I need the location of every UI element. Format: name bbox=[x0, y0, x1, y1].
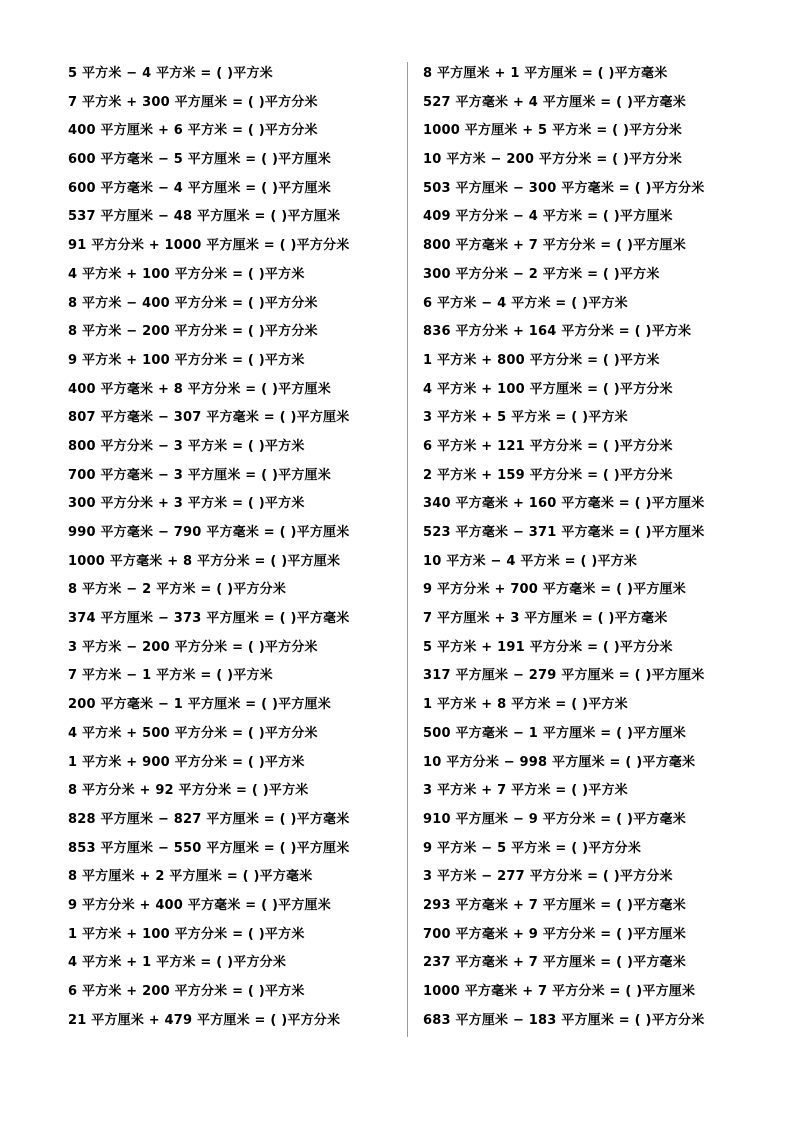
problem-item: 374 平方厘米 − 373 平方厘米 = ( )平方毫米 bbox=[68, 611, 350, 627]
problem-item: 500 平方毫米 − 1 平方厘米 = ( )平方厘米 bbox=[423, 725, 686, 741]
problem-item: 7 平方米 − 1 平方米 = ( )平方米 bbox=[68, 668, 273, 684]
problem-item: 6 平方米 + 121 平方分米 = ( )平方分米 bbox=[423, 438, 673, 454]
right-problem-column bbox=[423, 60, 753, 1035]
problem-item: 8 平方米 − 2 平方米 = ( )平方分米 bbox=[68, 582, 287, 598]
problem-item: 400 平方厘米 + 6 平方米 = ( )平方分米 bbox=[68, 123, 318, 139]
problem-item: 8 平方分米 + 92 平方分米 = ( )平方米 bbox=[68, 783, 309, 799]
problem-item: 9 平方米 + 100 平方分米 = ( )平方米 bbox=[68, 352, 305, 368]
problem-item: 300 平方分米 − 2 平方米 = ( )平方米 bbox=[423, 266, 660, 282]
problem-item: 3 平方米 − 200 平方分米 = ( )平方分米 bbox=[68, 639, 318, 655]
problem-item: 237 平方毫米 + 7 平方厘米 = ( )平方毫米 bbox=[423, 955, 686, 971]
problem-item: 293 平方毫米 + 7 平方厘米 = ( )平方毫米 bbox=[423, 897, 686, 913]
problem-item: 5 平方米 − 4 平方米 = ( )平方米 bbox=[68, 66, 273, 81]
problem-item: 828 平方厘米 − 827 平方厘米 = ( )平方毫米 bbox=[68, 811, 350, 827]
problem-item: 683 平方厘米 − 183 平方厘米 = ( )平方分米 bbox=[423, 1012, 705, 1028]
problem-item: 6 平方米 − 4 平方米 = ( )平方米 bbox=[423, 295, 628, 311]
problem-item: 1 平方米 + 900 平方分米 = ( )平方米 bbox=[68, 754, 305, 770]
problem-item: 200 平方毫米 − 1 平方厘米 = ( )平方厘米 bbox=[68, 697, 331, 713]
problem-item: 853 平方厘米 − 550 平方厘米 = ( )平方厘米 bbox=[68, 840, 350, 856]
problem-item: 836 平方分米 + 164 平方分米 = ( )平方米 bbox=[423, 324, 692, 340]
problem-item: 10 平方米 − 4 平方米 = ( )平方米 bbox=[423, 553, 638, 569]
problem-item: 600 平方毫米 − 4 平方厘米 = ( )平方厘米 bbox=[68, 180, 331, 196]
problem-item: 807 平方毫米 − 307 平方毫米 = ( )平方厘米 bbox=[68, 410, 350, 426]
problem-item: 9 平方分米 + 400 平方毫米 = ( )平方厘米 bbox=[68, 897, 331, 913]
problem-item: 4 平方米 + 100 平方分米 = ( )平方米 bbox=[68, 266, 305, 282]
problem-item: 340 平方毫米 + 160 平方毫米 = ( )平方厘米 bbox=[423, 496, 705, 512]
problem-item: 21 平方厘米 + 479 平方厘米 = ( )平方分米 bbox=[68, 1012, 341, 1028]
problem-item: 600 平方毫米 − 5 平方厘米 = ( )平方厘米 bbox=[68, 152, 331, 168]
left-problem-column bbox=[68, 60, 403, 1035]
problem-item: 523 平方毫米 − 371 平方毫米 = ( )平方厘米 bbox=[423, 525, 705, 540]
problem-item: 7 平方厘米 + 3 平方厘米 = ( )平方毫米 bbox=[423, 611, 668, 627]
problem-item: 10 平方米 − 200 平方分米 = ( )平方分米 bbox=[423, 152, 682, 168]
problem-item: 3 平方米 + 5 平方米 = ( )平方米 bbox=[423, 410, 628, 426]
problem-item: 8 平方米 − 200 平方分米 = ( )平方分米 bbox=[68, 324, 318, 340]
problem-item: 1000 平方毫米 + 7 平方分米 = ( )平方厘米 bbox=[423, 984, 696, 999]
problem-item: 8 平方厘米 + 1 平方厘米 = ( )平方毫米 bbox=[423, 66, 668, 81]
problem-item: 3 平方米 − 277 平方分米 = ( )平方分米 bbox=[423, 869, 673, 885]
problem-item: 910 平方厘米 − 9 平方分米 = ( )平方毫米 bbox=[423, 811, 686, 827]
problem-item: 4 平方米 + 1 平方米 = ( )平方分米 bbox=[68, 955, 287, 971]
problem-item: 700 平方毫米 + 9 平方分米 = ( )平方厘米 bbox=[423, 926, 686, 942]
problem-item: 3 平方米 + 7 平方米 = ( )平方米 bbox=[423, 783, 628, 799]
problem-item: 800 平方毫米 + 7 平方分米 = ( )平方厘米 bbox=[423, 238, 686, 254]
problem-item: 527 平方毫米 + 4 平方厘米 = ( )平方毫米 bbox=[423, 94, 686, 110]
problem-item: 1000 平方厘米 + 5 平方米 = ( )平方分米 bbox=[423, 123, 682, 139]
problem-item: 1 平方米 + 800 平方分米 = ( )平方米 bbox=[423, 352, 660, 368]
problem-item: 7 平方米 + 300 平方厘米 = ( )平方分米 bbox=[68, 94, 318, 110]
problem-item: 9 平方分米 + 700 平方毫米 = ( )平方厘米 bbox=[423, 582, 686, 598]
problem-item: 700 平方毫米 − 3 平方厘米 = ( )平方厘米 bbox=[68, 467, 331, 483]
problem-item: 300 平方分米 + 3 平方米 = ( )平方米 bbox=[68, 496, 305, 512]
problem-item: 409 平方分米 − 4 平方米 = ( )平方厘米 bbox=[423, 209, 673, 225]
problem-item: 537 平方厘米 − 48 平方厘米 = ( )平方厘米 bbox=[68, 209, 341, 225]
problem-item: 8 平方米 − 400 平方分米 = ( )平方分米 bbox=[68, 295, 318, 311]
problem-item: 1 平方米 + 8 平方米 = ( )平方米 bbox=[423, 697, 628, 713]
problem-item: 400 平方毫米 + 8 平方分米 = ( )平方厘米 bbox=[68, 381, 331, 397]
problem-item: 1 平方米 + 100 平方分米 = ( )平方米 bbox=[68, 926, 305, 942]
problem-item: 2 平方米 + 159 平方分米 = ( )平方分米 bbox=[423, 467, 673, 483]
problem-item: 5 平方米 + 191 平方分米 = ( )平方分米 bbox=[423, 639, 673, 655]
problem-item: 8 平方厘米 + 2 平方厘米 = ( )平方毫米 bbox=[68, 869, 313, 885]
problem-item: 6 平方米 + 200 平方分米 = ( )平方米 bbox=[68, 984, 305, 999]
problem-item: 800 平方分米 − 3 平方米 = ( )平方米 bbox=[68, 438, 305, 454]
problem-item: 503 平方厘米 − 300 平方毫米 = ( )平方分米 bbox=[423, 180, 705, 196]
problem-item: 9 平方米 − 5 平方米 = ( )平方分米 bbox=[423, 840, 642, 856]
problem-item: 4 平方米 + 100 平方厘米 = ( )平方分米 bbox=[423, 381, 673, 397]
problem-item: 317 平方厘米 − 279 平方厘米 = ( )平方厘米 bbox=[423, 668, 705, 684]
problem-item: 4 平方米 + 500 平方分米 = ( )平方分米 bbox=[68, 725, 318, 741]
problem-item: 10 平方分米 − 998 平方厘米 = ( )平方毫米 bbox=[423, 754, 696, 770]
column-divider bbox=[407, 62, 408, 1037]
problem-item: 91 平方分米 + 1000 平方厘米 = ( )平方分米 bbox=[68, 238, 350, 254]
problem-item: 990 平方毫米 − 790 平方毫米 = ( )平方厘米 bbox=[68, 525, 350, 540]
problem-item: 1000 平方毫米 + 8 平方分米 = ( )平方厘米 bbox=[68, 553, 341, 569]
